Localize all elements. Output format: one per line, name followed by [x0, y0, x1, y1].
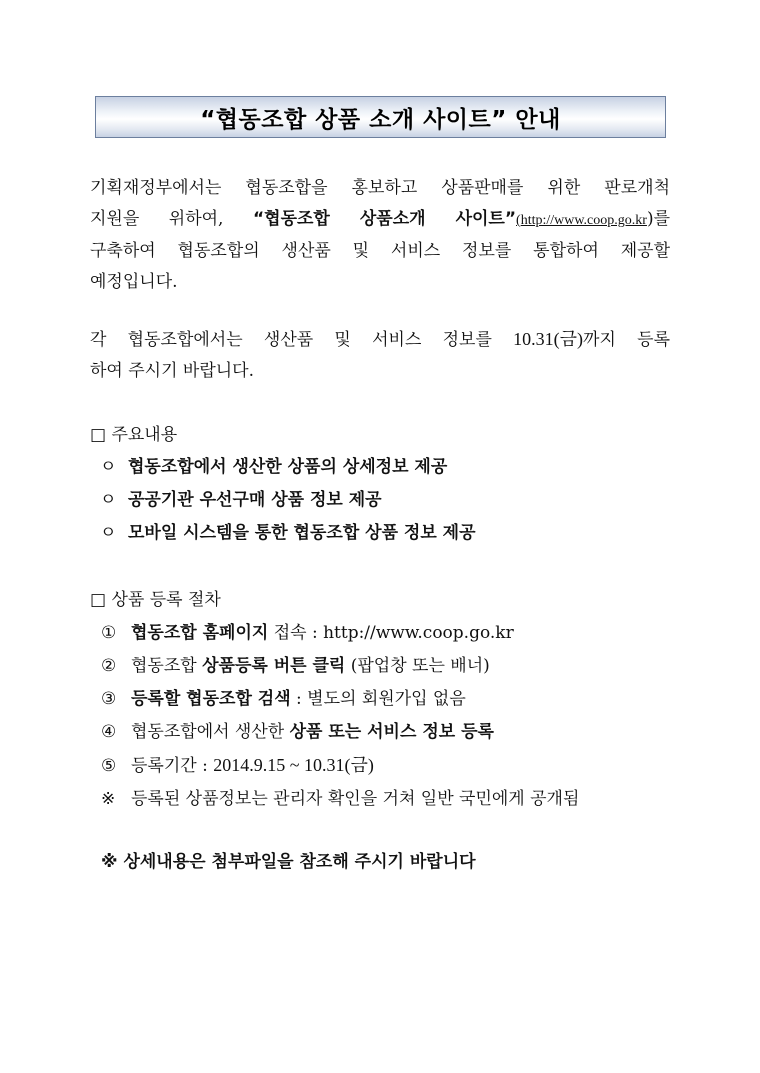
intro-line-2	[90, 204, 670, 236]
intro-line-4: 예정입니다.	[90, 272, 178, 292]
intro-paragraph	[90, 173, 670, 298]
step-1	[101, 617, 579, 650]
step-marker: ③	[101, 689, 117, 709]
intro-line-2-pre: 지원을 위하여,	[90, 209, 253, 229]
list-item	[100, 517, 476, 550]
list-item-text: 공공기관 우선구매 상품 정보 제공	[128, 490, 382, 510]
procedure-steps	[101, 617, 579, 816]
final-note: ※ 상세내용은 첨부파일을 참조해 주시기 바랍니다	[101, 852, 476, 872]
step-5-pre: 등록기간 :	[131, 756, 214, 776]
bullet-circle: ㅇ	[100, 457, 117, 477]
title-box	[95, 96, 666, 138]
step-4	[101, 716, 579, 749]
procedure-note	[101, 783, 579, 816]
site-name: “협동조합 상품소개 사이트”	[252, 209, 517, 229]
deadline-date: 10.31(금)	[513, 329, 584, 349]
step-marker: ①	[101, 623, 117, 643]
registration-period: 2014.9.15 ~ 10.31(금)	[213, 755, 374, 775]
step-1-bold: 협동조합 홈페이지	[131, 623, 269, 643]
step-marker: ⑤	[101, 756, 117, 776]
step-5	[101, 749, 579, 783]
url-close-paren: )를	[646, 209, 670, 229]
request-paragraph	[90, 324, 670, 387]
step-2-rest: (팝업창 또는 배너)	[345, 656, 490, 676]
request-line-2: 하여 주시기 바랍니다.	[90, 361, 255, 381]
procedure-note-text: 등록된 상품정보는 관리자 확인을 거쳐 일반 국민에게 공개됨	[131, 789, 580, 809]
step-marker: ④	[101, 722, 117, 742]
page-title: “협동조합 상품 소개 사이트” 안내	[200, 106, 561, 133]
request-line-1	[90, 324, 670, 356]
request-line-1-pre: 각 협동조합에서는 생산품 및 서비스 정보를	[90, 330, 514, 350]
procedure-heading: □ 상품 등록 절차	[90, 590, 221, 610]
list-item	[100, 451, 476, 484]
list-item-text: 협동조합에서 생산한 상품의 상세정보 제공	[128, 457, 448, 477]
step-3-bold: 등록할 협동조합 검색	[131, 689, 291, 709]
intro-line-1: 기획재정부에서는 협동조합을 홍보하고 상품판매를 위한 판로개척	[90, 178, 670, 198]
step-1-rest: 접속 : http://www.coop.go.kr	[268, 623, 514, 643]
request-line-1-post: 까지 등록	[583, 330, 670, 350]
step-2	[101, 650, 579, 683]
note-marker: ※	[101, 789, 116, 809]
bullet-circle: ㅇ	[100, 523, 117, 543]
step-marker: ②	[101, 656, 117, 676]
site-url-link[interactable]: http://www.coop.go.kr	[520, 213, 647, 228]
list-item-text: 모바일 시스템을 통한 협동조합 상품 정보 제공	[128, 523, 476, 543]
intro-line-3: 구축하여 협동조합의 생산품 및 서비스 정보를 통합하여 제공할	[90, 241, 670, 261]
bullet-circle: ㅇ	[100, 490, 117, 510]
step-2-bold: 상품등록 버튼 클릭	[202, 656, 346, 676]
step-2-pre: 협동조합	[131, 656, 203, 676]
step-3-rest: : 별도의 회원가입 없음	[290, 689, 466, 709]
step-3	[101, 683, 579, 716]
main-content-list	[100, 451, 476, 550]
url-open-paren: (	[516, 213, 521, 228]
step-4-pre: 협동조합에서 생산한	[131, 722, 290, 742]
list-item	[100, 484, 476, 517]
main-content-heading: □ 주요내용	[90, 425, 178, 445]
step-4-bold: 상품 또는 서비스 정보 등록	[289, 722, 494, 742]
